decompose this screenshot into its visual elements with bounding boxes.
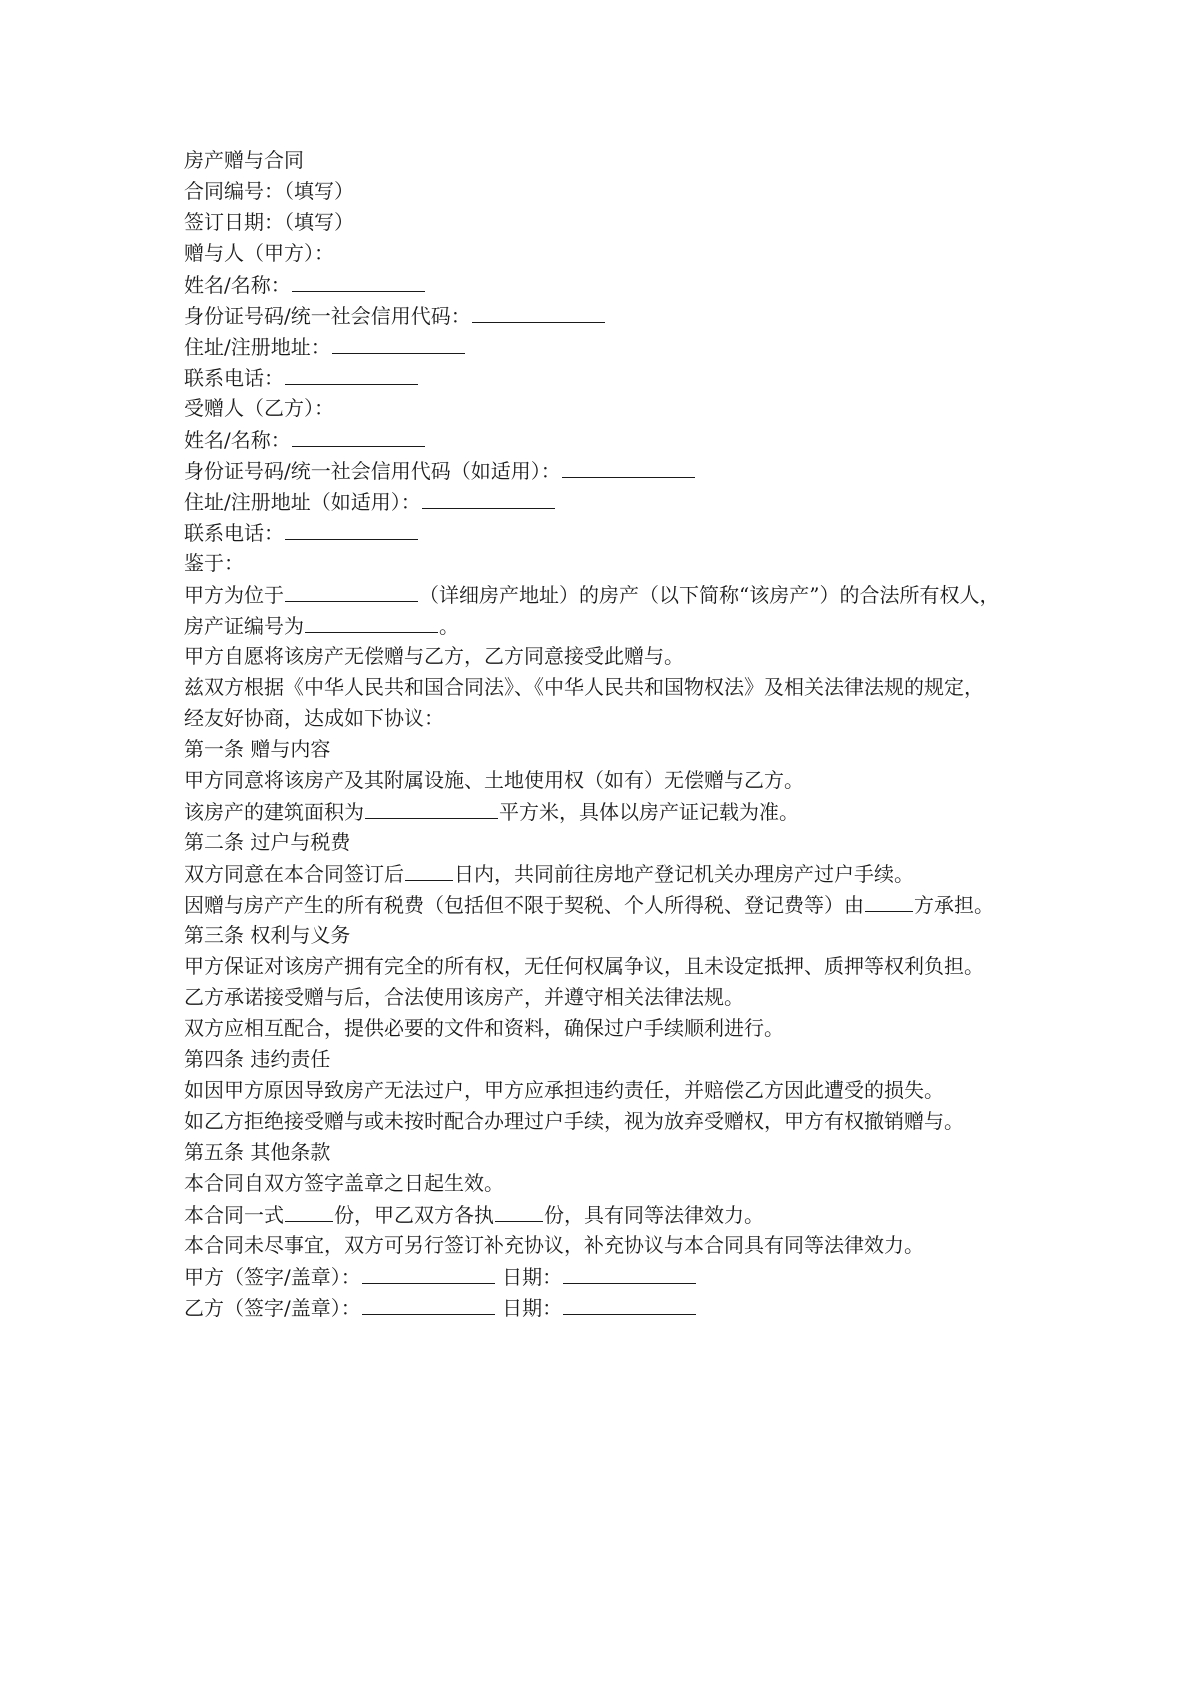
line-text: 签订日期：（填写） [184,210,354,234]
document-line [184,1137,1044,1168]
document-line [184,1075,1044,1106]
document-line [184,238,1044,269]
fill-in-blank[interactable] [285,517,418,540]
fill-in-blank[interactable] [362,1261,495,1284]
document-line [184,548,1044,579]
document-line [184,1013,1044,1044]
fill-in-blank[interactable] [365,796,498,819]
field-label: 该房产的建筑面积为 [184,800,364,824]
field-middle: 日期： [495,1265,563,1289]
document-line [184,517,1044,548]
fill-in-blank[interactable] [285,1199,333,1222]
line-text: 第一条 赠与内容 [184,737,331,761]
document-line [184,455,1044,486]
line-text: 鉴于： [184,551,244,575]
line-text: 双方应相互配合，提供必要的文件和资料，确保过户手续顺利进行。 [184,1016,784,1040]
fill-in-blank[interactable] [422,486,555,509]
field-suffix: 日内，共同前往房地产登记机关办理房产过户手续。 [454,862,914,886]
document-line [184,269,1044,300]
document-line [184,331,1044,362]
line-text: 兹双方根据《中华人民共和国合同法》、《中华人民共和国物权法》及相关法律法规的规定， [184,675,984,699]
field-suffix: 方承担。 [914,893,994,917]
document-line [184,734,1044,765]
line-text: 本合同未尽事宜，双方可另行签订补充协议，补充协议与本合同具有同等法律效力。 [184,1233,924,1257]
document-line [184,1292,1044,1323]
line-text: 如乙方拒绝接受赠与或未按时配合办理过户手续，视为放弃受赠权，甲方有权撤销赠与。 [184,1109,964,1133]
line-text: 第三条 权利与义务 [184,923,351,947]
document-line [184,672,1044,703]
fill-in-blank[interactable] [495,1199,543,1222]
line-text: 受赠人（乙方）： [184,396,334,420]
field-label: 本合同一式 [184,1203,284,1227]
field-label: 双方同意在本合同签订后 [184,862,404,886]
document-line [184,641,1044,672]
document-line [184,1168,1044,1199]
document-line [184,982,1044,1013]
field-label: 甲方（签字/盖章）： [184,1265,361,1289]
fill-in-blank[interactable] [285,362,418,385]
document-line [184,1044,1044,1075]
document-line [184,765,1044,796]
document-line [184,486,1044,517]
document-line [184,207,1044,238]
document-line [184,176,1044,207]
document-line [184,920,1044,951]
line-text: 合同编号：（填写） [184,179,354,203]
fill-in-blank[interactable] [305,610,438,633]
field-label: 甲方为位于 [184,583,284,607]
document-line [184,1106,1044,1137]
line-text: 本合同自双方签字盖章之日起生效。 [184,1171,504,1195]
document-line [184,424,1044,455]
field-label: 因赠与房产产生的所有税费（包括但不限于契税、个人所得税、登记费等）由 [184,893,864,917]
line-text: 甲方同意将该房产及其附属设施、土地使用权（如有）无偿赠与乙方。 [184,768,804,792]
line-text: 乙方承诺接受赠与后，合法使用该房产，并遵守相关法律法规。 [184,985,744,1009]
line-text: 第五条 其他条款 [184,1140,331,1164]
document-line [184,362,1044,393]
document-line [184,796,1044,827]
field-label: 房产证编号为 [184,614,304,638]
document-line [184,610,1044,641]
line-text: 第二条 过户与税费 [184,830,351,854]
field-label: 姓名/名称： [184,428,291,452]
field-label: 姓名/名称： [184,273,291,297]
field-label: 身份证号码/统一社会信用代码（如适用）： [184,459,561,483]
document-line [184,300,1044,331]
fill-in-blank[interactable] [332,331,465,354]
fill-in-blank[interactable] [563,1261,696,1284]
fill-in-blank[interactable] [292,424,425,447]
field-suffix: 份，具有同等法律效力。 [544,1203,764,1227]
fill-in-blank[interactable] [865,889,913,912]
fill-in-blank[interactable] [362,1292,495,1315]
line-text: 甲方保证对该房产拥有完全的所有权，无任何权属争议，且未设定抵押、质押等权利负担。 [184,954,984,978]
document-line [184,579,1044,610]
line-text: 第四条 违约责任 [184,1047,331,1071]
fill-in-blank[interactable] [292,269,425,292]
contract-document [184,145,1044,1323]
field-label: 联系电话： [184,521,284,545]
field-suffix: （详细房产地址）的房产（以下简称“该房产”）的合法所有权人， [419,583,1000,607]
line-text: 经友好协商，达成如下协议： [184,706,444,730]
fill-in-blank[interactable] [285,579,418,602]
document-line [184,1230,1044,1261]
document-line [184,858,1044,889]
document-line [184,951,1044,982]
document-line [184,703,1044,734]
document-line [184,1199,1044,1230]
fill-in-blank[interactable] [472,300,605,323]
document-line [184,1261,1044,1292]
document-line [184,393,1044,424]
document-line [184,827,1044,858]
field-label: 住址/注册地址： [184,335,331,359]
field-middle: 日期： [495,1296,563,1320]
line-text: 甲方自愿将该房产无偿赠与乙方，乙方同意接受此赠与。 [184,644,684,668]
fill-in-blank[interactable] [405,858,453,881]
line-text: 如因甲方原因导致房产无法过户，甲方应承担违约责任，并赔偿乙方因此遭受的损失。 [184,1078,944,1102]
document-line [184,889,1044,920]
field-label: 乙方（签字/盖章）： [184,1296,361,1320]
field-label: 联系电话： [184,366,284,390]
line-text: 赠与人（甲方）： [184,241,334,265]
field-label: 住址/注册地址（如适用）： [184,490,421,514]
field-suffix: 平方米，具体以房产证记载为准。 [499,800,799,824]
field-suffix: 。 [439,614,459,638]
fill-in-blank[interactable] [563,1292,696,1315]
field-label: 身份证号码/统一社会信用代码： [184,304,471,328]
document-title [184,145,1044,176]
line-text: 房产赠与合同 [184,148,304,172]
field-middle: 份，甲乙双方各执 [334,1203,494,1227]
fill-in-blank[interactable] [562,455,695,478]
